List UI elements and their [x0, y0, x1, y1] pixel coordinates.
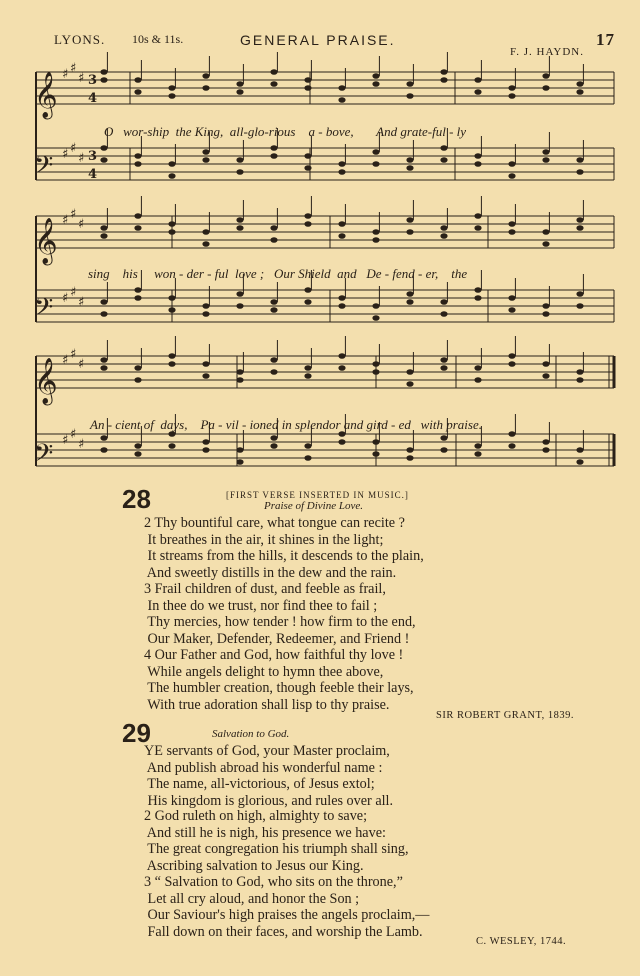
note-head [168, 361, 175, 367]
lyric-line-2: sing his won - der - ful love ; Our Shield and De - fend - er, the [88, 266, 468, 281]
note-head [236, 81, 243, 87]
hymn-28-number: 28 [122, 484, 151, 514]
time-signature-top: 3 [88, 73, 98, 88]
note-head [202, 311, 209, 317]
page-number: 17 [596, 30, 615, 49]
note-head [100, 365, 107, 371]
note-head [440, 365, 447, 371]
note-head [474, 365, 481, 371]
note-head [576, 157, 583, 163]
note-head [338, 161, 345, 167]
music-notation [0, 0, 640, 480]
note-head [440, 311, 447, 317]
note-head [168, 295, 175, 301]
note-head [304, 455, 311, 461]
treble-clef-icon: 𝄞 [34, 218, 58, 264]
hymn-28-author: SIR ROBERT GRANT, 1839. [436, 710, 574, 721]
note-head [406, 299, 413, 305]
note-head [372, 149, 379, 155]
note-head [236, 369, 243, 375]
note-head [372, 303, 379, 309]
note-head [168, 85, 175, 91]
clef-glyphs [34, 72, 58, 474]
note-head [474, 443, 481, 449]
note-head [372, 451, 379, 457]
note-head [270, 307, 277, 313]
note-head [338, 169, 345, 175]
note-head [134, 213, 141, 219]
hymn-28-stanza-4: 4 Our Father and God, how faithful thy love ! While angels delight to hymn thee above, The humbler creation, though feeble their lays, With true adoration shall lisp to thy praise. [144, 647, 414, 713]
svg-text:♯: ♯ [62, 291, 69, 306]
note-head [474, 213, 481, 219]
note-head [440, 299, 447, 305]
note-head [576, 217, 583, 223]
svg-text:♯: ♯ [62, 213, 69, 228]
note-head [372, 81, 379, 87]
note-head [236, 157, 243, 163]
note-head [168, 93, 175, 99]
note-head [270, 369, 277, 375]
note-head [440, 435, 447, 441]
svg-text:♯: ♯ [78, 151, 85, 166]
note-head [440, 77, 447, 83]
note-head [542, 241, 549, 247]
note-head [372, 229, 379, 235]
note-head [474, 225, 481, 231]
note-head [270, 237, 277, 243]
note-head [338, 221, 345, 227]
note-head [304, 365, 311, 371]
note-head [236, 459, 243, 465]
note-head [236, 377, 243, 383]
note-head [474, 153, 481, 159]
note-head [168, 443, 175, 449]
note-head [202, 85, 209, 91]
note-head [202, 303, 209, 309]
note-head [542, 447, 549, 453]
note-head [474, 161, 481, 167]
svg-text:♯: ♯ [78, 295, 85, 310]
hymn-29-stanza-2: 2 God ruleth on high, almighty to save; And still he is nigh, his presence we have: The great congregation his triumph shall sing, Ascribing salvation to Jesus our King. [144, 808, 409, 874]
note-head [134, 77, 141, 83]
note-head [236, 303, 243, 309]
note-head [270, 443, 277, 449]
svg-text:♯: ♯ [70, 61, 77, 76]
note-head [440, 233, 447, 239]
note-head [474, 77, 481, 83]
note-head [100, 447, 107, 453]
note-head [508, 85, 515, 91]
note-head [474, 287, 481, 293]
note-head [406, 369, 413, 375]
svg-text:♯: ♯ [70, 427, 77, 442]
note-head [440, 357, 447, 363]
note-head [202, 229, 209, 235]
note-head [168, 353, 175, 359]
note-head [576, 169, 583, 175]
note-head [338, 439, 345, 445]
note-head [542, 229, 549, 235]
hymn-28-note: [FIRST VERSE INSERTED IN MUSIC.] [226, 490, 409, 500]
svg-text:♯: ♯ [78, 217, 85, 232]
note-head [508, 93, 515, 99]
note-head [338, 353, 345, 359]
note-head [236, 225, 243, 231]
note-head [508, 295, 515, 301]
note-head [576, 225, 583, 231]
note-head [508, 443, 515, 449]
lyric-line-1: O wor-ship the King, all-glo-rious a - bove, And grate-ful - ly [104, 124, 467, 139]
svg-text:♯: ♯ [78, 357, 85, 372]
svg-text:♯: ♯ [62, 67, 69, 82]
note-head [474, 377, 481, 383]
note-head [100, 233, 107, 239]
note-head [270, 153, 277, 159]
svg-text:♯: ♯ [78, 437, 85, 452]
note-head [508, 353, 515, 359]
svg-text:♯: ♯ [62, 353, 69, 368]
note-head [270, 435, 277, 441]
note-head [134, 89, 141, 95]
hymn-29-stanza-1: YE servants of God, your Master proclaim, And publish abroad his wonderful name : The name, all-victorious, of Jesus extol; His kingdom is glorious, and rules over all. [144, 743, 394, 809]
note-head [100, 435, 107, 441]
note-head [576, 81, 583, 87]
note-head [440, 225, 447, 231]
svg-text:♯: ♯ [70, 347, 77, 362]
note-heads [100, 52, 583, 465]
note-head [100, 77, 107, 83]
note-head [134, 225, 141, 231]
note-head [100, 311, 107, 317]
note-head [542, 439, 549, 445]
note-head [440, 69, 447, 75]
note-head [100, 69, 107, 75]
note-head [576, 447, 583, 453]
note-head [474, 295, 481, 301]
note-head [304, 299, 311, 305]
note-head [202, 73, 209, 79]
note-head [372, 161, 379, 167]
note-head [100, 299, 107, 305]
note-head [576, 291, 583, 297]
note-head [542, 303, 549, 309]
hymn-28-stanza-2: 2 Thy bountiful care, what tongue can recite ? It breathes in the air, it shines in the light; It streams from the hills, it descends to the plain, And sweetly distills in the dew and the rain. [144, 515, 424, 581]
svg-text:♯: ♯ [62, 147, 69, 162]
hymn-29-author: C. WESLEY, 1744. [476, 936, 567, 947]
note-head [542, 73, 549, 79]
svg-text:♯: ♯ [70, 285, 77, 300]
note-head [542, 85, 549, 91]
note-head [270, 145, 277, 151]
note-head [542, 311, 549, 317]
note-head [134, 287, 141, 293]
note-head [508, 229, 515, 235]
note-head [270, 69, 277, 75]
note-head [474, 451, 481, 457]
note-head [406, 165, 413, 171]
note-head [542, 361, 549, 367]
note-head [304, 85, 311, 91]
time-signatures [88, 73, 97, 182]
note-head [576, 303, 583, 309]
note-head [406, 229, 413, 235]
hymn-29-number: 29 [122, 718, 151, 748]
note-head [338, 85, 345, 91]
note-head [372, 439, 379, 445]
note-head [542, 373, 549, 379]
note-head [338, 233, 345, 239]
note-head [168, 161, 175, 167]
hymn-29-stanza-3: 3 “ Salvation to God, who sits on the throne,” Let all cry aloud, and honor the Son ; Our Saviour's high praises the angels proclaim,— Fall down on their faces, and worship the Lamb. [144, 874, 430, 940]
note-head [576, 459, 583, 465]
note-head [202, 149, 209, 155]
time-signature-top: 3 [88, 149, 98, 164]
note-head [202, 241, 209, 247]
bass-clef-icon: 𝄢 [34, 151, 54, 186]
note-head [270, 225, 277, 231]
note-head [134, 153, 141, 159]
note-head [236, 217, 243, 223]
note-head [270, 357, 277, 363]
note-head [372, 73, 379, 79]
hymn-28-stanza-3: 3 Frail children of dust, and feeble as frail, In thee do we trust, nor find thee to fail ; Thy mercies, how tender ! how firm to the end, Our Maker, Defender, Redeemer, and Friend ! [144, 581, 416, 647]
note-head [576, 89, 583, 95]
meter-label: 10s & 11s. [132, 32, 184, 46]
svg-text:♯: ♯ [78, 71, 85, 86]
note-head [508, 431, 515, 437]
note-head [270, 81, 277, 87]
note-head [236, 447, 243, 453]
note-head [270, 299, 277, 305]
svg-text:♯: ♯ [70, 141, 77, 156]
bass-clef-icon: 𝄢 [34, 293, 54, 328]
note-head [372, 361, 379, 367]
svg-text:♯: ♯ [70, 207, 77, 222]
note-head [236, 291, 243, 297]
treble-clef-icon: 𝄞 [34, 358, 58, 404]
note-head [372, 315, 379, 321]
note-head [134, 161, 141, 167]
note-head [576, 369, 583, 375]
note-head [304, 153, 311, 159]
time-signature-bottom: 4 [88, 91, 98, 106]
note-head [406, 217, 413, 223]
note-head [236, 89, 243, 95]
sharp-signs [62, 61, 84, 452]
note-head [168, 221, 175, 227]
note-head [440, 145, 447, 151]
note-head [406, 157, 413, 163]
note-head [372, 237, 379, 243]
note-head [338, 295, 345, 301]
lyric-line-3: An - cient of days, Pa - vil - ioned in splendor and gird - ed with praise. [90, 417, 482, 432]
note-head [508, 221, 515, 227]
treble-clef-icon: 𝄞 [34, 72, 58, 118]
note-head [304, 443, 311, 449]
note-head [304, 287, 311, 293]
note-head [202, 447, 209, 453]
note-head [406, 93, 413, 99]
note-head [134, 451, 141, 457]
note-head [406, 381, 413, 387]
note-head [134, 295, 141, 301]
svg-text:♯: ♯ [62, 433, 69, 448]
note-head [304, 221, 311, 227]
time-signature-bottom: 4 [88, 167, 98, 182]
note-head [202, 157, 209, 163]
note-head [508, 173, 515, 179]
note-head [508, 361, 515, 367]
note-head [406, 447, 413, 453]
note-head [576, 377, 583, 383]
note-head [134, 443, 141, 449]
note-head [100, 225, 107, 231]
note-head [100, 157, 107, 163]
hymn-28-subtitle: Praise of Divine Love. [264, 500, 363, 512]
note-head [338, 303, 345, 309]
note-head [202, 373, 209, 379]
note-head [134, 365, 141, 371]
note-head [338, 365, 345, 371]
note-head [508, 161, 515, 167]
note-head [100, 357, 107, 363]
note-head [508, 307, 515, 313]
note-head [304, 77, 311, 83]
note-head [406, 81, 413, 87]
note-head [168, 307, 175, 313]
note-head [236, 169, 243, 175]
note-head [338, 97, 345, 103]
section-title: GENERAL PRAISE. [240, 32, 396, 48]
bass-clef-icon: 𝄢 [34, 439, 54, 474]
note-head [100, 145, 107, 151]
note-head [304, 165, 311, 171]
note-head [168, 173, 175, 179]
note-head [474, 89, 481, 95]
note-head [406, 455, 413, 461]
note-head [168, 229, 175, 235]
note-head [372, 369, 379, 375]
note-head [440, 157, 447, 163]
note-head [406, 291, 413, 297]
composer-name: F. J. HAYDN. [510, 46, 584, 58]
tune-name: LYONS. [54, 32, 106, 47]
hymn-29-subtitle: Salvation to God. [212, 728, 290, 740]
note-head [304, 373, 311, 379]
note-head [542, 157, 549, 163]
note-head [542, 149, 549, 155]
note-head [202, 361, 209, 367]
note-head [440, 447, 447, 453]
note-head [202, 439, 209, 445]
note-head [304, 213, 311, 219]
note-head [134, 377, 141, 383]
